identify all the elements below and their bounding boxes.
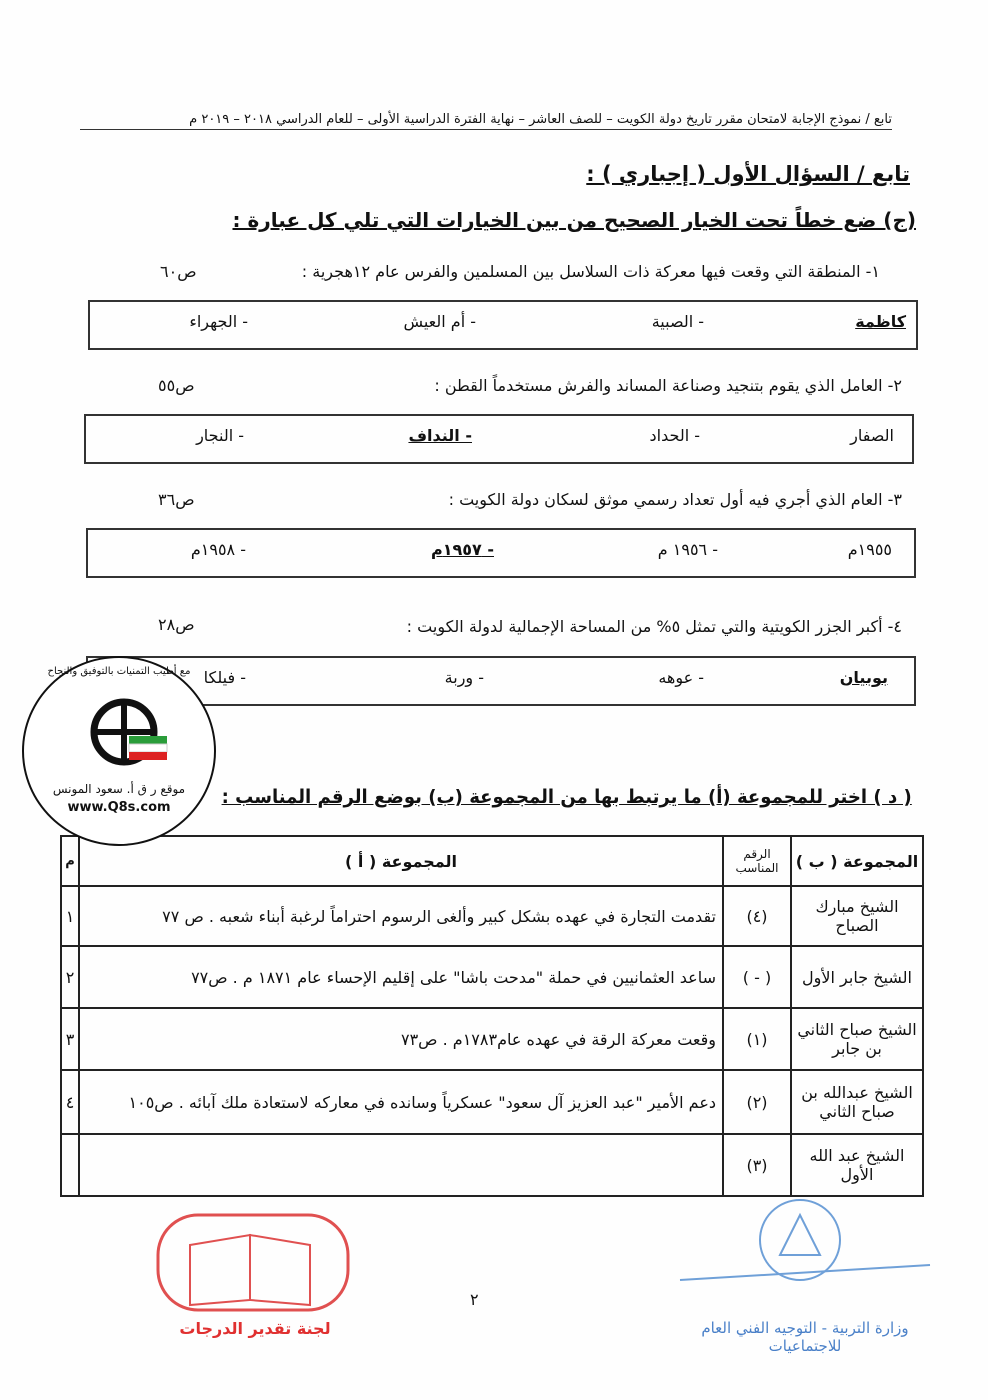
group-a-cell: تقدمت التجارة في عهده بشكل كبير وألغى الرسوم احتراماً لرغبة أبناء شعبه . ص ٧٧ bbox=[79, 886, 723, 946]
part-c-title: (ج) ضع خطاً تحت الخيار الصحيح من بين الخيارات التي تلي كل عبارة : bbox=[232, 208, 916, 232]
group-a-cell bbox=[79, 1134, 723, 1196]
option: - الصبية bbox=[651, 312, 704, 331]
table-row bbox=[61, 1008, 923, 1070]
stamp-book-icon bbox=[150, 1205, 360, 1315]
num-cell: ١ bbox=[61, 886, 79, 946]
table-row bbox=[61, 1134, 923, 1196]
header-match: الرقم المناسب bbox=[723, 836, 791, 886]
part-d-title: ( د ) اختر للمجموعة (أ) ما يرتبط بها من المجموعة (ب) بوضع الرقم المناسب : bbox=[221, 786, 912, 808]
header-group-a: المجموعة ( أ ) bbox=[79, 836, 723, 886]
num-cell bbox=[61, 1134, 79, 1196]
page-ref: ص٣٦ bbox=[158, 490, 195, 509]
group-b-cell: الشيخ عبد الله الأول bbox=[791, 1134, 923, 1196]
stamp-text: لجنة تقدير الدرجات bbox=[179, 1319, 331, 1338]
stamp-text: وزارة التربية - التوجيه الفني العام للاجتماعيات bbox=[701, 1319, 909, 1355]
match-cell: (٤) bbox=[723, 886, 791, 946]
section-title: تابع / السؤال الأول ( إجباري ) : bbox=[586, 162, 910, 186]
match-cell: (٢) bbox=[723, 1070, 791, 1134]
options-box bbox=[88, 300, 918, 350]
page-header: تابع / نموذج الإجابة لامتحان مقرر تاريخ دولة الكويت – للصف العاشر – نهاية الفترة الدراسية الأولى – للعام الدراسي ٢٠١٨ – ٢٠١٩ م bbox=[80, 112, 892, 130]
logo-ring-text: مع أطيب التمنيات بالتوفيق والنجاح bbox=[47, 666, 191, 677]
match-cell: (١) bbox=[723, 1008, 791, 1070]
option-answer: - ١٩٥٧م bbox=[430, 540, 494, 559]
option-answer: - النداف bbox=[408, 426, 472, 445]
header-num: م bbox=[61, 836, 79, 886]
num-cell: ٢ bbox=[61, 946, 79, 1008]
option-answer: كاظمة bbox=[855, 312, 906, 331]
grading-committee-stamp bbox=[150, 1205, 360, 1340]
match-cell: (٣) bbox=[723, 1134, 791, 1196]
num-cell: ٤ bbox=[61, 1070, 79, 1134]
option: الصفار bbox=[850, 426, 894, 445]
question-text: ٣- العام الذي أجري فيه أول تعداد رسمي موثق لسكان دولة الكويت : bbox=[448, 490, 902, 509]
options-box bbox=[86, 528, 916, 578]
num-cell: ٣ bbox=[61, 1008, 79, 1070]
page-number: ٢ bbox=[470, 1290, 479, 1309]
table-header bbox=[61, 836, 923, 886]
group-b-cell: الشيخ عبدالله بن صباح الثاني bbox=[791, 1070, 923, 1134]
question-text: ٢- العامل الذي يقوم بتنجيد وصناعة المساند والفرش مستخدماً القطن : bbox=[434, 376, 902, 395]
table-row bbox=[61, 886, 923, 946]
table-row bbox=[61, 946, 923, 1008]
option: - ١٩٥٨م bbox=[190, 540, 246, 559]
question-text: ٤- أكبر الجزر الكويتية والتي تمثل ٥% من المساحة الإجمالية لدولة الكويت : bbox=[406, 617, 902, 636]
question-text: ١- المنطقة التي وقعت فيها معركة ذات السلاسل بين المسلمين والفرس عام ١٢هجرية : bbox=[301, 262, 880, 281]
option: ١٩٥٥م bbox=[847, 540, 892, 559]
table-row bbox=[61, 1070, 923, 1134]
ministry-emblem-icon bbox=[670, 1195, 940, 1315]
group-a-cell: ساعد العثمانيين في حملة "مدحت باشا" على إقليم الإحساء عام ١٨٧١ م . ص٧٧ bbox=[79, 946, 723, 1008]
group-b-cell: الشيخ جابر الأول bbox=[791, 946, 923, 1008]
page-ref: ص٥٥ bbox=[158, 376, 195, 395]
option: - ١٩٥٦ م bbox=[657, 540, 718, 559]
ministry-stamp bbox=[670, 1195, 940, 1355]
page-ref: ص٦٠ bbox=[160, 262, 197, 281]
option: - الحداد bbox=[649, 426, 700, 445]
group-b-cell: الشيخ صباح الثاني بن جابر bbox=[791, 1008, 923, 1070]
group-b-cell: الشيخ مبارك الصباح bbox=[791, 886, 923, 946]
group-a-cell: وقعت معركة الرقة في عهده عام١٧٨٣م . ص٧٣ bbox=[79, 1008, 723, 1070]
option: - النجار bbox=[196, 426, 244, 445]
option-answer: بوبيان bbox=[839, 668, 888, 687]
logo-site-name: موقع ر ق أ. سعود المونس bbox=[52, 782, 186, 796]
page-ref: ص٢٨ bbox=[158, 615, 195, 634]
group-a-cell: دعم الأمير "عبد العزيز آل سعود" عسكرياً وسانده في معاركه لاستعادة ملك آبائه . ص١٠٥ bbox=[79, 1070, 723, 1134]
options-box bbox=[86, 656, 916, 706]
matching-table bbox=[60, 835, 924, 1197]
options-box bbox=[84, 414, 914, 464]
option: - عوهه bbox=[658, 668, 704, 687]
option: - أم العيش bbox=[403, 312, 476, 331]
logo-url: www.Q8s.com bbox=[67, 800, 171, 815]
option: - وربة bbox=[444, 668, 484, 687]
option: - فيلكا bbox=[203, 668, 246, 687]
match-cell: ( - ) bbox=[723, 946, 791, 1008]
header-group-b: المجموعة ( ب ) bbox=[791, 836, 923, 886]
globe-flag-icon bbox=[79, 692, 169, 772]
site-logo bbox=[22, 656, 216, 846]
option: - الجهراء bbox=[189, 312, 248, 331]
